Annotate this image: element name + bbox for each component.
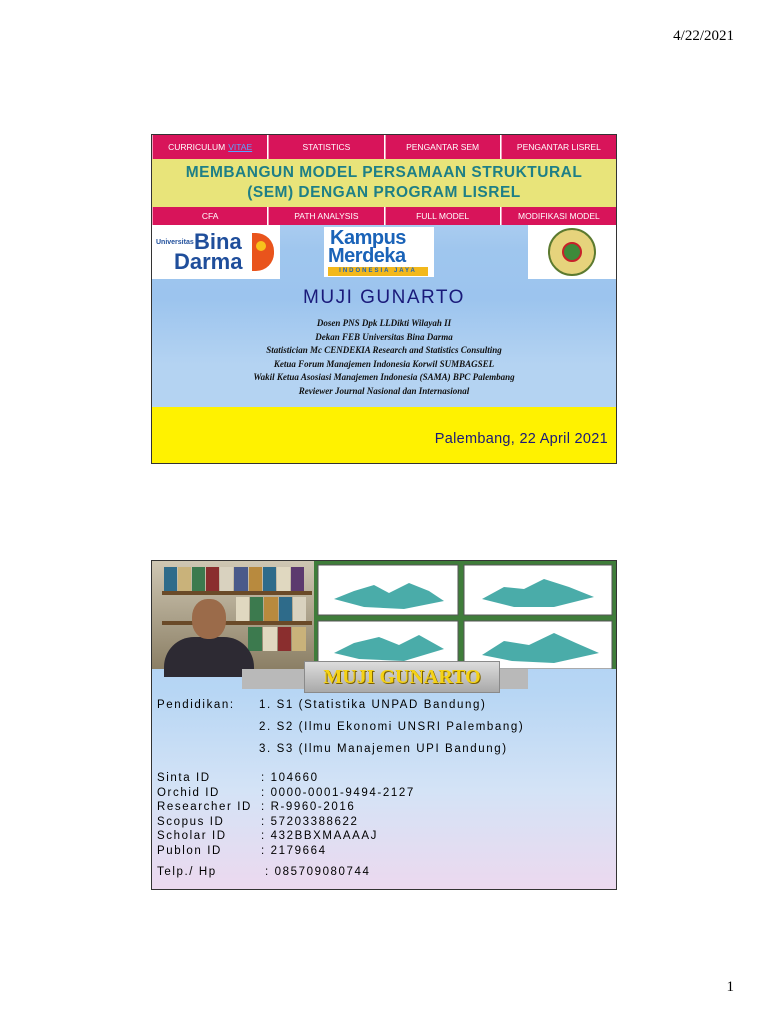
nav-statistics[interactable]: STATISTICS: [268, 135, 384, 159]
name-banner: [152, 661, 616, 699]
title-line-2: (SEM) DENGAN PROGRAM LISREL: [247, 184, 521, 201]
education-item: 3. S3 (Ilmu Manajemen UPI Bandung): [259, 743, 508, 755]
logo-row: [152, 225, 616, 281]
vitae-link[interactable]: VITAE: [228, 142, 253, 152]
role-line: Dosen PNS Dpk LLDikti Wilayah II: [316, 318, 452, 328]
nav-modifikasi-model[interactable]: MODIFIKASI MODEL: [501, 207, 616, 225]
education-section: [157, 699, 524, 765]
id-row: Researcher ID : R-9960-2016: [157, 801, 356, 814]
kampus-merdeka-logo: Kampus Merdeka INDONESIA JAYA: [324, 227, 434, 277]
nav-full-model[interactable]: FULL MODEL: [385, 207, 501, 225]
education-row: [157, 699, 524, 721]
nav-label: CURRICULUM: [168, 142, 226, 152]
seal-icon: [548, 228, 596, 276]
id-row: Scholar ID : 432BBXMAAAAJ: [157, 830, 378, 843]
nav-cfa[interactable]: CFA: [152, 207, 268, 225]
education-item: 2. S2 (Ilmu Ekonomi UNSRI Palembang): [259, 721, 525, 733]
title-line-1: MEMBANGUN MODEL PERSAMAAN STRUKTURAL: [185, 164, 583, 181]
surface-plot-grid: [314, 561, 617, 669]
page-number: 1: [726, 979, 734, 995]
education-label: Pendidikan:: [157, 699, 235, 711]
id-row: Publon ID : 2179664: [157, 844, 327, 857]
education-row: [157, 743, 524, 765]
nav-curriculum-vitae[interactable]: [152, 135, 268, 159]
phone-label: Telp./ Hp: [157, 866, 217, 878]
nav-bottom: [152, 207, 616, 225]
place-date: Palembang, 22 April 2021: [434, 431, 608, 447]
id-row: Orchid ID : 0000-0001-9494-2127: [157, 786, 415, 799]
role-line: Statistician Mc CENDEKIA Research and Statistics Consulting: [266, 345, 502, 355]
bina-darma-mark-icon: [252, 233, 274, 271]
education-row: [157, 721, 524, 743]
presenter-name: MUJI GUNARTO: [303, 287, 465, 308]
role-line: Wakil Ketua Asosiasi Manajemen Indonesia (SAMA) BPC Palembang: [253, 372, 515, 382]
nav-path-analysis[interactable]: PATH ANALYSIS: [268, 207, 384, 225]
presenter-photo: [152, 561, 314, 669]
role-line: Ketua Forum Manajemen Indonesia Korwil SUMBAGSEL: [273, 358, 495, 369]
nav-pengantar-sem[interactable]: PENGANTAR SEM: [385, 135, 501, 159]
identifier-list: [157, 771, 415, 859]
phone-row: [157, 866, 371, 878]
role-line: Reviewer Journal Nasional dan Internasional: [298, 385, 470, 396]
nav-pengantar-lisrel[interactable]: PENGANTAR LISREL: [501, 135, 616, 159]
university-seal-logo: [528, 225, 616, 279]
bina-darma-logo: Universitas Bina Darma: [152, 225, 280, 279]
presenter-roles: [152, 317, 616, 398]
role-line: Dekan FEB Universitas Bina Darma: [315, 331, 453, 342]
slide-title: [151, 134, 617, 464]
slide-title-bar: [152, 159, 616, 207]
education-item: 1. S1 (Statistika UNPAD Bandung): [259, 699, 487, 711]
slide-profile: [151, 560, 617, 890]
phone-value: : 085709080744: [265, 866, 371, 878]
nav-top: [152, 135, 616, 159]
surface-plots: [314, 561, 617, 669]
print-date: 4/22/2021: [673, 28, 734, 44]
id-row: Sinta ID : 104660: [157, 772, 319, 784]
banner-name: MUJI GUNARTO: [323, 665, 481, 688]
id-row: Scopus ID : 57203388622: [157, 815, 359, 828]
